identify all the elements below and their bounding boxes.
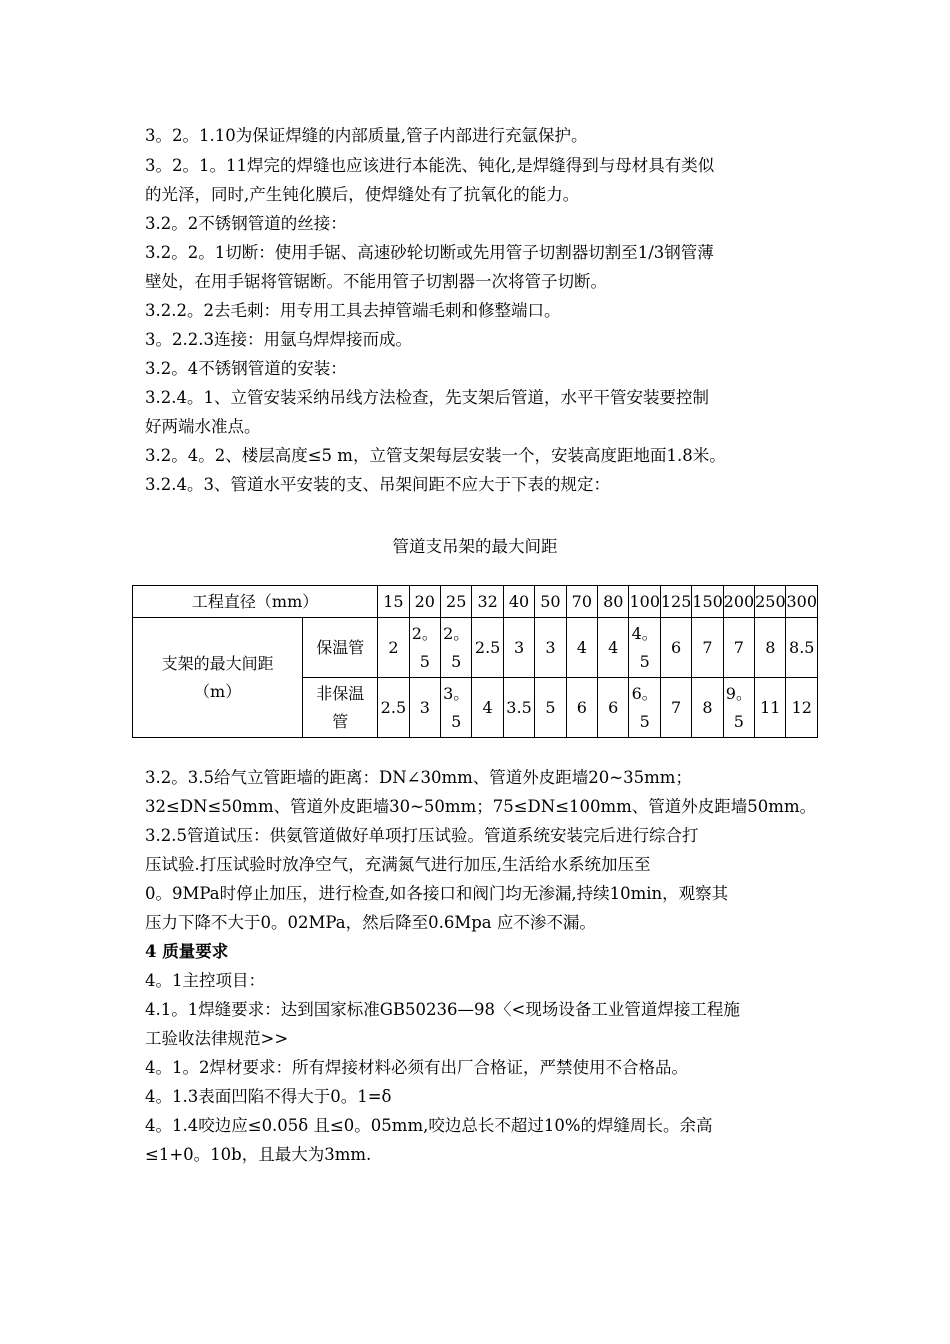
value-cell: 4 — [566, 618, 597, 678]
value-cell: 11 — [755, 678, 786, 738]
text-line: 3.2.4。1、立管安装采纳吊线方法检查，先支架后管道，水平干管安装要控制 — [145, 388, 709, 407]
text-line: 4。1.3表面凹陷不得大于0。1=δ — [145, 1087, 392, 1106]
text-line: 3.2。4。2、楼层高度≤5 m，立管支架每层安装一个，安装高度距地面1.8米。 — [145, 446, 726, 465]
diameter-cell: 80 — [598, 586, 629, 618]
section-heading: 4 质量要求 — [145, 942, 229, 961]
value-cell: 6 — [566, 678, 597, 738]
table-row — [133, 618, 818, 678]
diameter-cell: 300 — [786, 586, 818, 618]
diameter-cell: 25 — [441, 586, 472, 618]
table-header-row — [133, 586, 818, 618]
value-cell: 9。5 — [723, 678, 754, 738]
text-line: 3。2。1。11焊完的焊缝也应该进行本能洗、钝化,是焊缝得到与母材具有类似 — [145, 156, 715, 175]
text-line: 3.2。3.5给气立管距墙的距离：DN∠30mm、管道外皮距墙20~35mm； — [145, 768, 692, 787]
value-cell: 12 — [786, 678, 818, 738]
text-line: 32≤DN≤50mm、管道外皮距墙30~50mm；75≤DN≤100mm、管道外皮距墙50mm。 — [145, 797, 817, 816]
text-line: 工验收法律规范>> — [145, 1029, 289, 1048]
text-line: 好两端水准点。 — [145, 417, 261, 436]
value-cell: 3 — [409, 678, 440, 738]
text-line: 0。9MPa时停止加压，进行检查,如各接口和阀门均无渗漏,持续10min，观察其 — [145, 884, 729, 903]
value-cell: 4 — [598, 618, 629, 678]
group-label-cell: 支架的最大间距（m） — [133, 618, 303, 738]
value-cell: 2.5 — [378, 678, 409, 738]
text-line: 压力下降不大于0。02MPa，然后降至0.6Mpa 应不渗不漏。 — [145, 913, 596, 932]
support-spacing-table — [132, 585, 818, 738]
value-cell: 3 — [503, 618, 534, 678]
value-cell: 2.5 — [472, 618, 503, 678]
value-cell: 7 — [723, 618, 754, 678]
value-cell: 3。5 — [441, 678, 472, 738]
value-cell: 5 — [535, 678, 566, 738]
value-cell: 2。5 — [441, 618, 472, 678]
diameter-cell: 40 — [503, 586, 534, 618]
diameter-cell: 50 — [535, 586, 566, 618]
text-line: 3。2。1.10为保证焊缝的内部质量,管子内部进行充氩保护。 — [145, 126, 588, 145]
value-cell: 3.5 — [503, 678, 534, 738]
text-line: 3.2.4。3、管道水平安装的支、吊架间距不应大于下表的规定： — [145, 475, 610, 494]
diameter-cell: 20 — [409, 586, 440, 618]
diameter-cell: 32 — [472, 586, 503, 618]
value-cell: 2 — [378, 618, 409, 678]
text-line: 3.2.5管道试压：供氨管道做好单项打压试验。管道系统安装完后进行综合打 — [145, 826, 699, 845]
text-line: 压试验.打压试验时放净空气，充满氮气进行加压,生活给水系统加压至 — [145, 855, 651, 874]
text-line: 4。1主控项目： — [145, 971, 265, 990]
text-line: ≤1+0。10b，且最大为3mm. — [145, 1145, 372, 1164]
row-label-cell: 保温管 — [303, 618, 378, 678]
diameter-cell: 70 — [566, 586, 597, 618]
text-line: 3.2。4不锈钢管道的安装： — [145, 359, 347, 378]
value-cell: 8 — [692, 678, 723, 738]
value-cell: 7 — [692, 618, 723, 678]
diameter-cell: 250 — [755, 586, 786, 618]
value-cell: 2。5 — [409, 618, 440, 678]
value-cell: 6 — [598, 678, 629, 738]
value-cell: 8.5 — [786, 618, 818, 678]
value-cell: 6。5 — [629, 678, 660, 738]
text-line: 4。1.4咬边应≤0.05δ 且≤0。05mm,咬边总长不超过10%的焊缝周长。余高 — [145, 1116, 713, 1135]
value-cell: 7 — [660, 678, 691, 738]
text-line: 的光泽，同时,产生钝化膜后，使焊缝处有了抗氧化的能力。 — [145, 185, 580, 204]
diameter-cell: 100 — [629, 586, 660, 618]
text-line: 4。1。2焊材要求：所有焊接材料必须有出厂合格证，严禁使用不合格品。 — [145, 1058, 688, 1077]
row-label-cell: 非保温管 — [303, 678, 378, 738]
text-line: 3.2。2。1切断：使用手锯、高速砂轮切断或先用管子切割器切割至1/3钢管薄 — [145, 243, 714, 262]
value-cell: 4。5 — [629, 618, 660, 678]
header-label-cell: 工程直径（mm） — [133, 586, 378, 618]
text-line: 3.2。2不锈钢管道的丝接： — [145, 214, 347, 233]
diameter-cell: 150 — [692, 586, 723, 618]
text-line: 4.1。1焊缝要求：达到国家标准GB50236—98〈<现场设备工业管道焊接工程施 — [145, 1000, 740, 1019]
text-line: 3.2.2。2去毛刺：用专用工具去掉管端毛刺和修整端口。 — [145, 301, 561, 320]
value-cell: 4 — [472, 678, 503, 738]
value-cell: 3 — [535, 618, 566, 678]
value-cell: 8 — [755, 618, 786, 678]
text-line: 壁处，在用手锯将管锯断。不能用管子切割器一次将管子切断。 — [145, 272, 607, 291]
diameter-cell: 200 — [723, 586, 754, 618]
diameter-cell: 125 — [660, 586, 691, 618]
value-cell: 6 — [660, 618, 691, 678]
table-caption: 管道支吊架的最大间距 — [392, 537, 558, 556]
diameter-cell: 15 — [378, 586, 409, 618]
text-line: 3。2.2.3连接：用氩乌焊焊接而成。 — [145, 330, 412, 349]
